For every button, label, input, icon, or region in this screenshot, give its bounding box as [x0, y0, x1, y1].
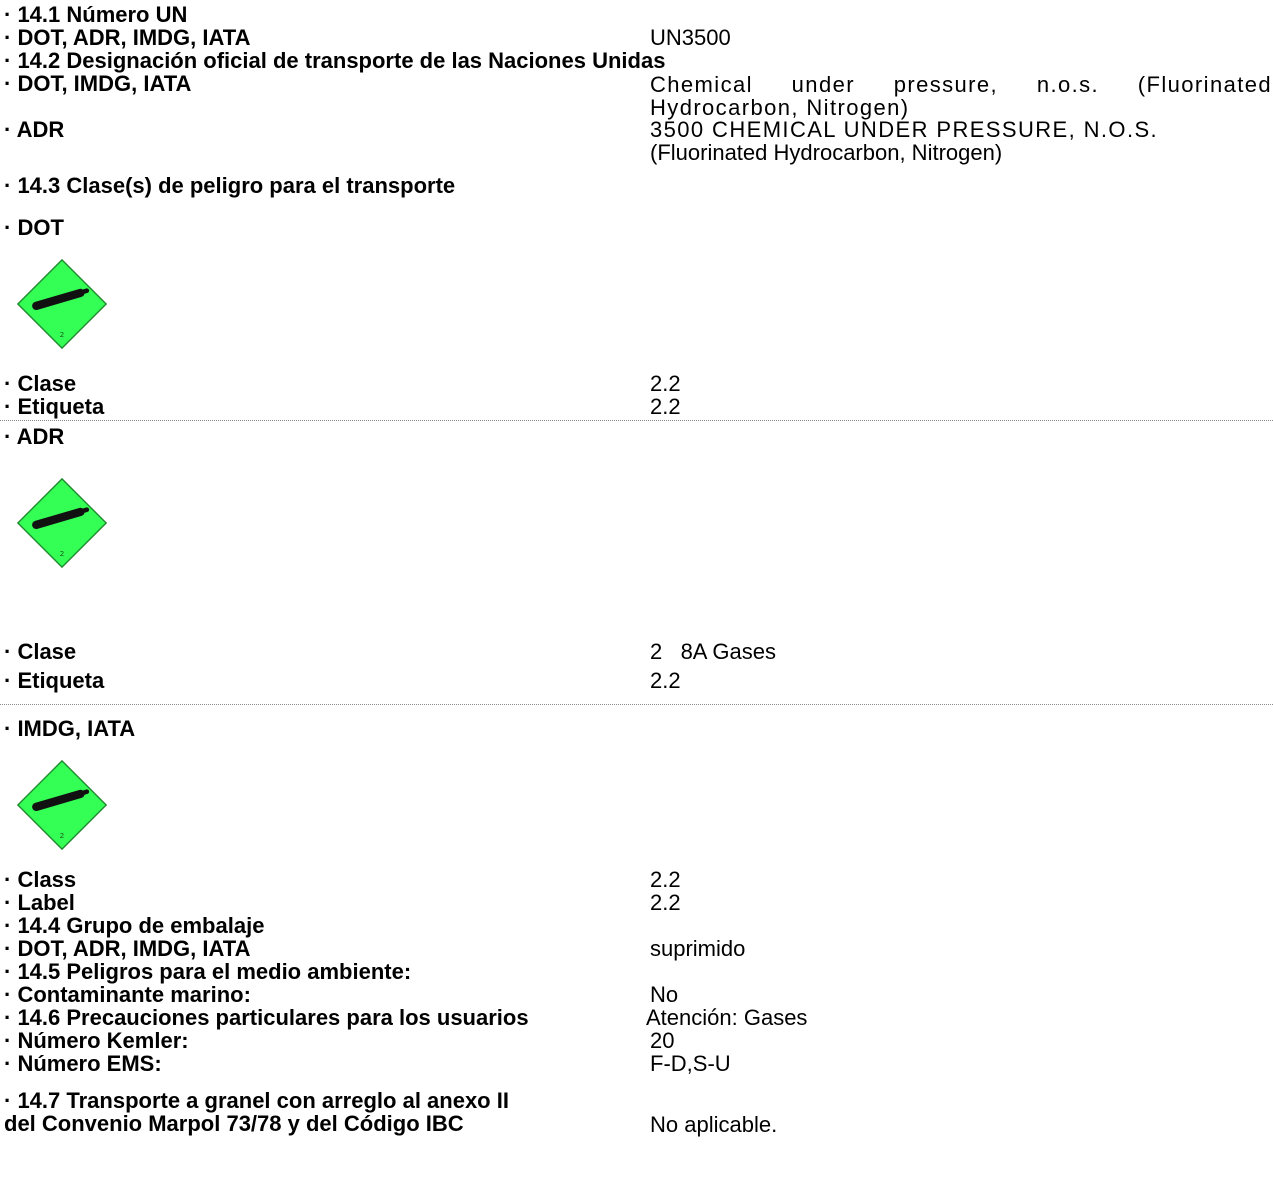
section-14-7-heading-line2: del Convenio Marpol 73/78 y del Código IBC — [4, 1111, 464, 1136]
adr-class-label: · Clase — [4, 639, 77, 664]
un-number-value: UN3500 — [650, 25, 731, 50]
imdg-title: · IMDG, IATA — [4, 716, 136, 741]
ems-number-label: · Número EMS: — [4, 1051, 162, 1076]
section-14-2-heading: · 14.2 Designación oficial de transporte de las Naciones Unidas — [4, 48, 666, 73]
dot-label-value: 2.2 — [650, 394, 681, 419]
divider — [0, 704, 1273, 705]
shipping-name-dot-label: · DOT, IMDG, IATA — [4, 71, 192, 96]
shipping-name-adr-label: · ADR — [4, 117, 65, 142]
dot-class-value: 2.2 — [650, 371, 681, 396]
imdg-class-label: · Class — [4, 867, 77, 892]
svg-text:2: 2 — [59, 549, 65, 559]
kemler-number-label: · Número Kemler: — [4, 1028, 189, 1053]
dot-class-label: · Clase — [4, 371, 77, 396]
dot-label-label: · Etiqueta — [4, 394, 105, 419]
shipping-name-dot-value: Chemical under pressure, n.o.s. (Fluorinated Hydrocarbon, Nitrogen) — [650, 72, 1272, 120]
special-precautions-value: Atención: Gases — [646, 1005, 808, 1030]
adr-class-value: 2 8A Gases — [650, 639, 776, 664]
kemler-number-value: 20 — [650, 1028, 675, 1053]
imdg-label-label: · Label — [4, 890, 75, 915]
section-14-5-heading: · 14.5 Peligros para el medio ambiente: — [4, 959, 412, 984]
dot-title: · DOT — [4, 215, 64, 240]
adr-label-label: · Etiqueta — [4, 668, 105, 693]
gas-cylinder-icon — [16, 477, 108, 569]
packing-group-label: · DOT, ADR, IMDG, IATA — [4, 936, 251, 961]
marine-pollutant-value: No — [650, 982, 679, 1007]
shipping-name-adr-value-line2: (Fluorinated Hydrocarbon, Nitrogen) — [650, 140, 1003, 165]
gas-cylinder-icon — [16, 759, 108, 851]
marine-pollutant-label: · Contaminante marino: — [4, 982, 251, 1007]
shipping-name-adr-value-line1: 3500 CHEMICAL UNDER PRESSURE, N.O.S. — [650, 117, 1159, 142]
gas-cylinder-icon — [16, 258, 108, 350]
section-14-4-heading: · 14.4 Grupo de embalaje — [4, 913, 265, 938]
un-number-label: · DOT, ADR, IMDG, IATA — [4, 25, 251, 50]
divider — [0, 420, 1273, 421]
svg-text:2: 2 — [59, 330, 65, 340]
packing-group-value: suprimido — [650, 936, 746, 961]
adr-label-value: 2.2 — [650, 668, 681, 693]
section-14-6-heading: · 14.6 Precauciones particulares para los usuarios — [4, 1005, 529, 1030]
adr-title: · ADR — [4, 424, 65, 449]
svg-text:2: 2 — [59, 831, 65, 841]
section-14-3-heading: · 14.3 Clase(s) de peligro para el transporte — [4, 173, 456, 198]
section-14-1-heading: · 14.1 Número UN — [4, 2, 188, 27]
bulk-transport-value: No aplicable. — [650, 1112, 778, 1137]
imdg-label-value: 2.2 — [650, 890, 681, 915]
imdg-class-value: 2.2 — [650, 867, 681, 892]
section-14-7-heading-line1: · 14.7 Transporte a granel con arreglo al anexo II — [4, 1088, 509, 1113]
ems-number-value: F-D,S-U — [650, 1051, 731, 1076]
